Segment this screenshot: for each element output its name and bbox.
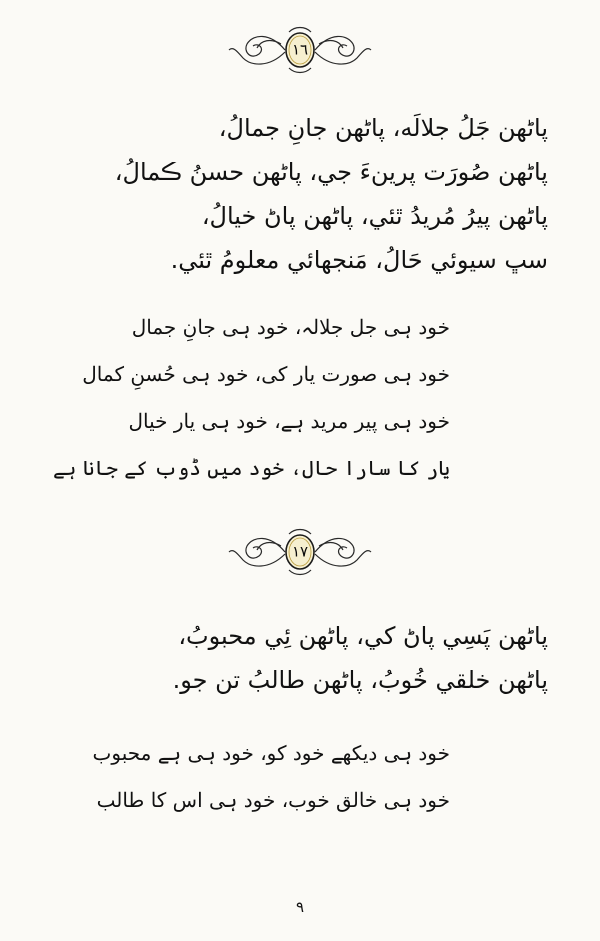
urdu-translation-16 <box>52 304 450 492</box>
sindhi-line: پاڻھن جَلُ جلالَه، پاڻھن جانِ جمالُ، <box>218 114 548 142</box>
verse-number-16: ١٦ <box>291 40 309 59</box>
sindhi-stanza-17 <box>52 614 548 702</box>
urdu-line: خود ہی دیکھے خود کو، خود ہی ہے محبوب <box>92 741 450 765</box>
sindhi-line: پاڻھن خلقي خُوبُ، پاڻھن طالبُ تن جو. <box>172 666 548 694</box>
urdu-line: خود ہی خالق خوب، خود ہی اس کا طالب <box>96 788 450 812</box>
verse-ornament-17 <box>225 522 375 582</box>
sindhi-line: پاڻھن صُورَت پرينءَ جي، پاڻھن حسنُ ڪمالُ، <box>114 158 548 186</box>
urdu-line: خود ہی صورت یار کی، خود ہی حُسنِ کمال <box>82 362 450 386</box>
sindhi-stanza-16 <box>52 106 548 282</box>
sindhi-line: پاڻھن پَسِي پاڻ کي، پاڻھن ئِي محبوبُ، <box>178 622 548 650</box>
urdu-line: خود ہی پیر مرید ہے، خود ہی یار خیال <box>128 409 450 433</box>
verse-number-17: ١٧ <box>291 542 309 561</box>
sindhi-line: پاڻھن پيرُ مُريدُ ٿئي، پاڻھن پاڻ خيالُ، <box>201 202 548 230</box>
page-number: ٩ <box>295 898 305 916</box>
urdu-line: خود ہی جل جلالہ، خود ہی جانِ جمال <box>131 315 450 339</box>
sindhi-line: سڀ سيوئي حَالُ، مَنجھائي معلومُ ٿئي. <box>170 246 548 274</box>
urdu-line: یار کا سارا حال، خود میں ڈوب کے جانا ہے <box>52 456 450 480</box>
urdu-translation-17 <box>92 730 450 824</box>
verse-ornament-16 <box>225 20 375 80</box>
